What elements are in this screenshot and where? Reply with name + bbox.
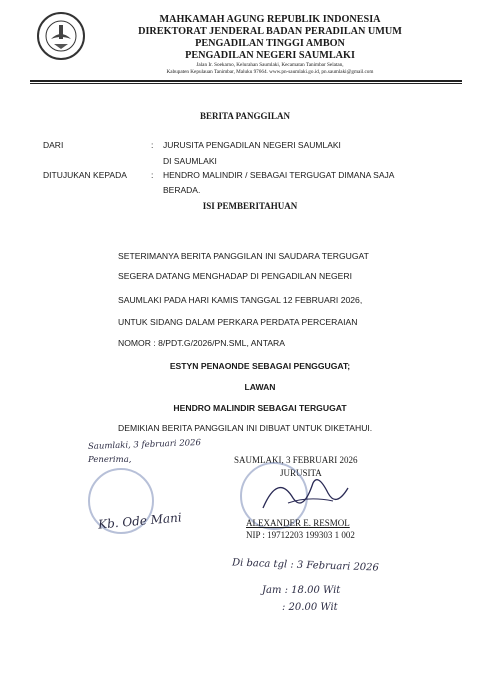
note-time-2: : 20.00 Wit — [282, 602, 338, 613]
body-line-2: SEGERA DATANG MENGHADAP DI PENGADILAN NEGERI — [118, 271, 352, 281]
signatory-place-date: SAUMLAKI, 3 FEBRUARI 2026 — [234, 455, 358, 465]
body-line-5: NOMOR : 8/PDT.G/2026/PN.SML, ANTARA — [118, 338, 285, 348]
document-title: BERITA PANGGILAN — [200, 111, 290, 121]
header-line-1: MAHKAMAH AGUNG REPUBLIK INDONESIA — [159, 14, 381, 25]
defendant-line: HENDRO MALINDIR SEBAGAI TERGUGAT — [173, 403, 347, 413]
header-divider-thick — [30, 80, 462, 82]
kepada-value-2: BERADA. — [163, 185, 201, 195]
closing-line: DEMIKIAN BERITA PANGGILAN INI DIBUAT UNTUK DIKETAHUI. — [118, 423, 373, 433]
signatory-role: JURUSITA — [280, 468, 322, 478]
body-line-1: SETERIMANYA BERITA PANGGILAN INI SAUDARA TERGUGAT — [118, 251, 369, 261]
signatory-name: ALEXANDER E. RESMOL — [246, 518, 350, 528]
header-divider-thin — [30, 83, 462, 84]
lawan-line: LAWAN — [244, 382, 276, 392]
court-emblem-logo — [36, 11, 86, 61]
dari-colon: : — [151, 140, 154, 150]
kepada-colon: : — [151, 170, 154, 180]
header-line-4: PENGADILAN NEGERI SAUMLAKI — [185, 50, 355, 61]
kepada-label: DITUJUKAN KEPADA — [43, 170, 127, 180]
receiver-handwritten-date: Saumlaki, 3 februari 2026 — [87, 438, 202, 452]
body-line-3: SAUMLAKI PADA HARI KAMIS TANGGAL 12 FEBRUARI 2026, — [118, 295, 363, 305]
note-read-date: Di baca tgl : 3 Februari 2026 — [231, 557, 380, 574]
plaintiff-line: ESTYN PENAONDE SEBAGAI PENGGUGAT; — [169, 361, 351, 371]
signatory-nip: NIP : 19712203 199303 1 002 — [246, 530, 355, 540]
receiver-signature: Kb. Ode Mani — [97, 510, 183, 532]
body-line-4: UNTUK SIDANG DALAM PERKARA PERDATA PERCERAIAN — [118, 317, 358, 327]
header-line-2: DIREKTORAT JENDERAL BADAN PERADILAN UMUM — [138, 26, 402, 37]
dari-value-1: JURUSITA PENGADILAN NEGERI SAUMLAKI — [163, 140, 341, 150]
section-title: ISI PEMBERITAHUAN — [202, 201, 298, 211]
address-line-2: Kabupaten Kepulauan Tanimbar, Maluku 97664. www.pn-saumlaki.go.id, pn.saumlaki@gmail.com — [166, 69, 374, 75]
header-line-3: PENGADILAN TINGGI AMBON — [195, 38, 345, 49]
dari-value-2: DI SAUMLAKI — [163, 156, 217, 166]
address-line-1: Jalan Ir. Soekarno, Kelurahan Saumlaki, Kecamatan Tanimbar Selatan, — [196, 62, 344, 68]
receiver-handwritten-label: Penerima, — [88, 455, 132, 465]
signatory-signature — [258, 468, 353, 518]
note-time-1: Jam : 18.00 Wit — [262, 585, 341, 596]
kepada-value-1: HENDRO MALINDIR / SEBAGAI TERGUGAT DIMANA SAJA — [163, 170, 395, 180]
dari-label: DARI — [43, 140, 64, 150]
